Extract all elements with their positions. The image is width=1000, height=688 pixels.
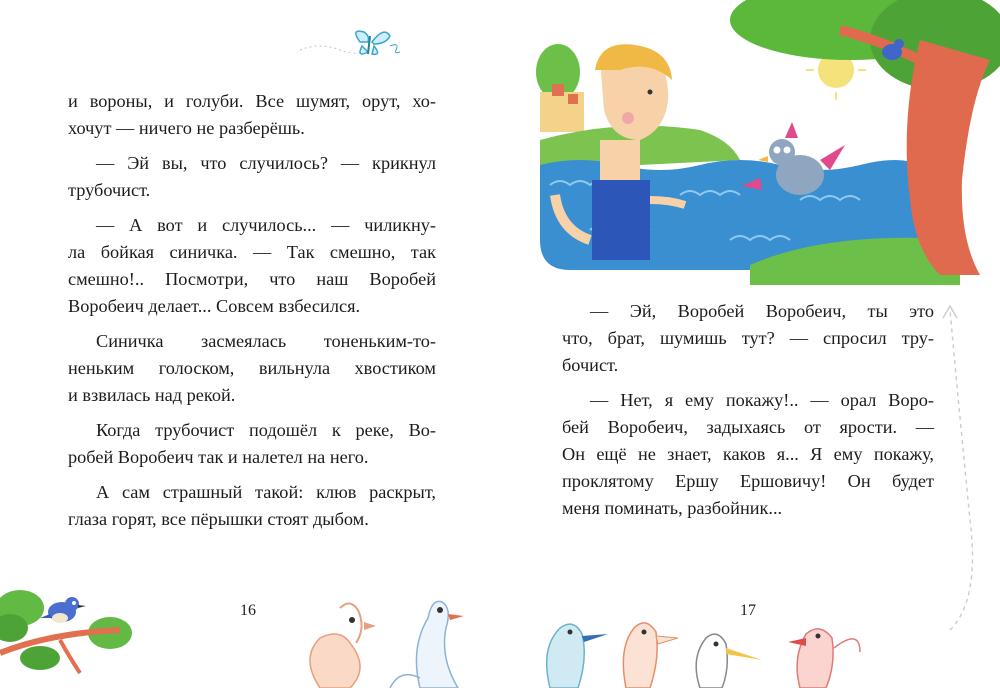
paragraph xyxy=(68,150,436,204)
text-line: Он ещё не знает, каков я... Я ему покажу, xyxy=(562,444,934,464)
text-line: трубочист. xyxy=(68,180,151,200)
birds-row xyxy=(530,598,950,688)
text-line: проклятому Ершу Ершовичу! Он будет xyxy=(562,471,934,491)
text-line: — Эй вы, что случилось? — крикнул xyxy=(96,153,436,173)
text-line: и взвилась над рекой. xyxy=(68,385,236,405)
dashed-arrow xyxy=(900,300,990,640)
text-line: Когда трубочист подошёл к реке, Во- xyxy=(96,420,436,440)
page-number: 17 xyxy=(740,602,756,619)
text-line: что, брат, шумишь тут? — спросил тру- xyxy=(562,328,934,348)
paragraph xyxy=(68,88,436,142)
right-page xyxy=(500,0,1000,688)
text-line: ла бойкая синичка. — Так смешно, так xyxy=(68,242,436,262)
text-line: — Нет, я ему покажу!.. — орал Воро- xyxy=(590,390,934,410)
text-line: глаза горят, все пёрышки стоят дыбом. xyxy=(68,509,369,529)
text-line: меня поминать, разбойник... xyxy=(562,498,783,518)
text-line: Синичка засмеялась тоненьким-то- xyxy=(96,331,436,351)
left-page-text xyxy=(68,88,436,541)
text-line: — Эй, Воробей Воробеич, ты это xyxy=(590,301,934,321)
text-line: бочист. xyxy=(562,355,619,375)
sparrow-icon xyxy=(0,578,140,688)
birds-row xyxy=(280,588,500,688)
text-line: неньким голоском, вильнула хвостиком xyxy=(68,358,436,378)
illustration xyxy=(500,0,1000,285)
right-page-text xyxy=(562,298,934,530)
text-line: А сам страшный такой: клюв раскрыт, xyxy=(96,482,436,502)
page-number: 16 xyxy=(240,602,256,619)
text-line: хочут — ничего не разберёшь. xyxy=(68,118,305,138)
paragraph xyxy=(68,328,436,409)
text-line: Воробеич делает... Совсем взбесился. xyxy=(68,296,361,316)
paragraph xyxy=(68,212,436,320)
butterfly-icon xyxy=(300,20,410,60)
paragraph xyxy=(68,479,436,533)
paragraph xyxy=(562,298,934,379)
text-line: — А вот и случилось... — чиликну- xyxy=(96,215,436,235)
paragraph xyxy=(562,387,934,522)
paragraph xyxy=(68,417,436,471)
text-line: бей Воробеич, задыхаясь от ярости. — xyxy=(562,417,934,437)
text-line: смешно!.. Посмотри, что наш Воробей xyxy=(68,269,436,289)
text-line: и вороны, и голуби. Все шумят, орут, хо- xyxy=(68,91,436,111)
text-line: робей Воробеич так и налетел на него. xyxy=(68,447,369,467)
